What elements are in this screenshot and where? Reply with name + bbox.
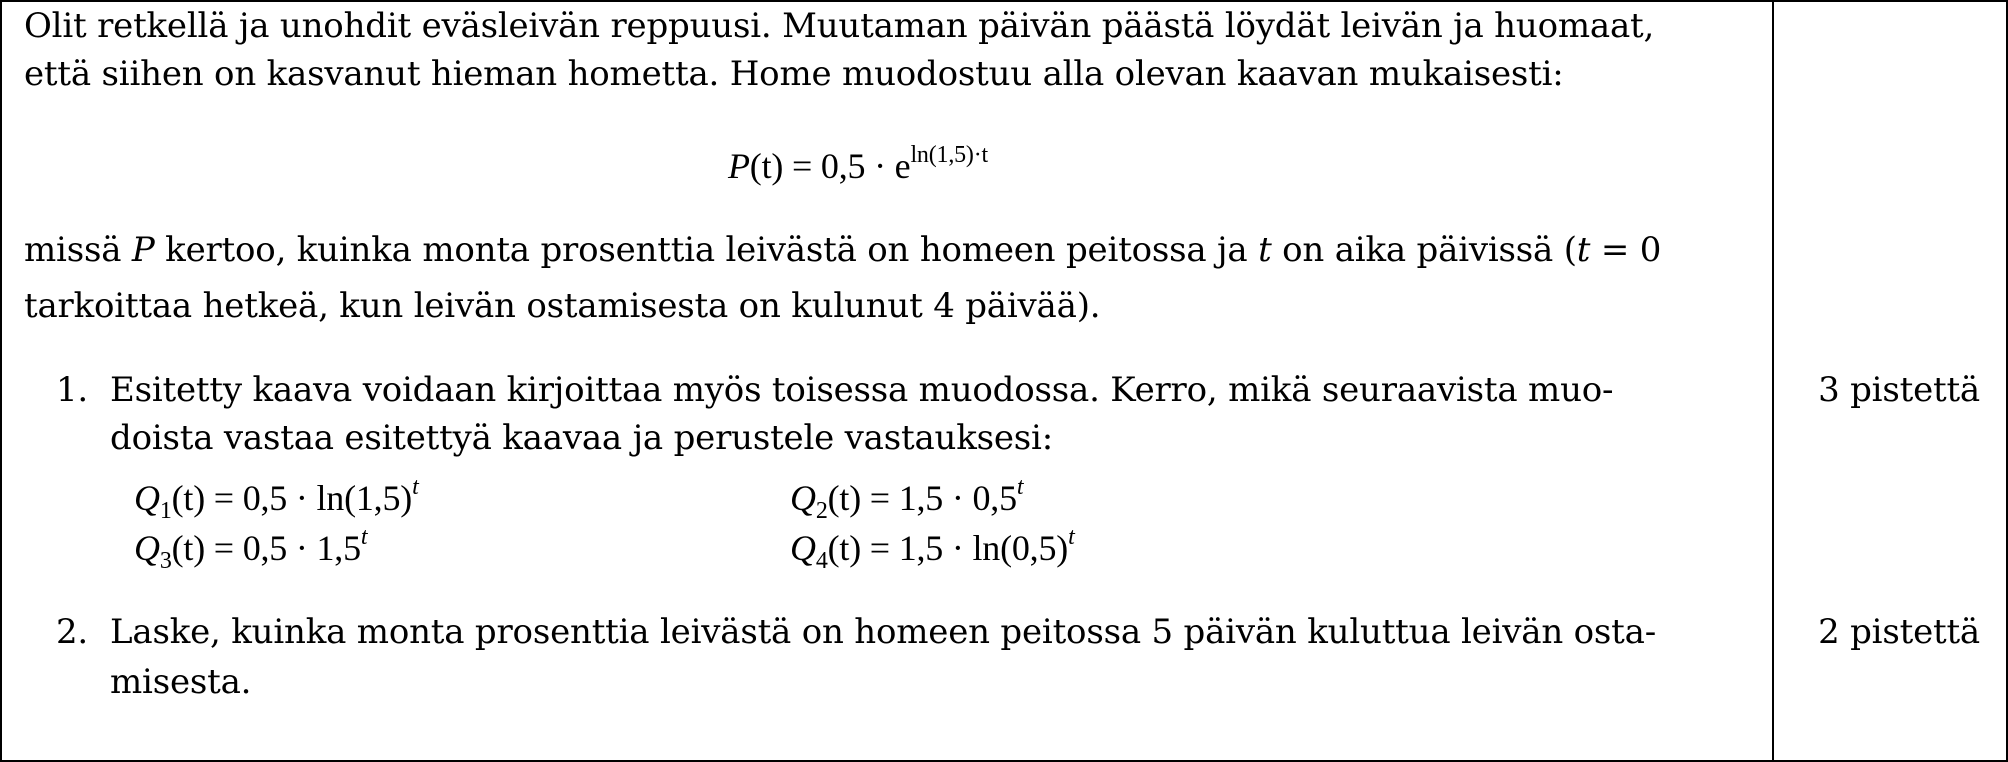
option-q4-func: Q bbox=[790, 528, 816, 568]
intro-line-1: Olit retkellä ja unohdit eväsleivän reppuusi. Muutaman päivän päästä löydät leivän ja huomaat, bbox=[24, 6, 1655, 46]
option-q3-rest: (t) = 0,5 · 1,5 bbox=[171, 528, 361, 568]
task-2-line-2: misesta. bbox=[110, 662, 252, 702]
option-q4 bbox=[790, 524, 1075, 574]
formula-rhs: = 0,5 · e bbox=[783, 146, 911, 186]
option-q2-func: Q bbox=[790, 478, 816, 518]
option-q1-rest: (t) = 0,5 · ln(1,5) bbox=[171, 478, 413, 518]
task-2-number: 2. bbox=[56, 612, 89, 652]
option-q4-rest: (t) = 1,5 · ln(0,5) bbox=[827, 528, 1069, 568]
explanation-part-a: missä bbox=[24, 230, 132, 270]
option-q3-sup: t bbox=[360, 524, 368, 550]
option-q3-sub: 3 bbox=[159, 548, 172, 574]
explanation-symbol-p: P bbox=[131, 230, 155, 270]
formula-function-name: P bbox=[728, 146, 750, 186]
option-q2-sub: 2 bbox=[815, 498, 828, 524]
task-1-line-1: Esitetty kaava voidaan kirjoittaa myös toisessa muodossa. Kerro, mikä seuraavista muo- bbox=[110, 370, 1614, 410]
option-q4-sub: 4 bbox=[815, 548, 828, 574]
option-q3 bbox=[134, 524, 368, 574]
points-column-divider bbox=[1772, 0, 1774, 762]
option-q2-sup: t bbox=[1016, 474, 1024, 500]
task-2-points: 2 pistettä bbox=[1818, 612, 1980, 652]
option-q2-rest: (t) = 1,5 · 0,5 bbox=[827, 478, 1017, 518]
explanation-part-b: kertoo, kuinka monta prosenttia leivästä on homeen peitossa ja bbox=[154, 230, 1259, 270]
task-1-line-2: doista vastaa esitettyä kaavaa ja perustele vastauksesi: bbox=[110, 418, 1053, 458]
option-q2 bbox=[790, 474, 1024, 524]
explanation-symbol-t2: t bbox=[1576, 230, 1591, 270]
task-2-line-1: Laske, kuinka monta prosenttia leivästä on homeen peitossa 5 päivän kuluttua leivän osta- bbox=[110, 612, 1657, 652]
formula-exponent: ln(1,5)·t bbox=[910, 142, 988, 168]
intro-line-2: että siihen on kasvanut hieman hometta. Home muodostuu alla olevan kaavan mukaisesti: bbox=[24, 54, 1564, 94]
main-formula bbox=[728, 142, 988, 191]
option-q1-sub: 1 bbox=[159, 498, 172, 524]
option-q4-sup: t bbox=[1068, 524, 1075, 550]
explanation-line-1 bbox=[24, 230, 1661, 270]
task-1-number: 1. bbox=[56, 370, 89, 410]
explanation-part-d: = 0 bbox=[1590, 230, 1662, 270]
option-q1 bbox=[134, 474, 419, 524]
explanation-symbol-t: t bbox=[1258, 230, 1272, 270]
option-q1-sup: t bbox=[412, 474, 419, 500]
option-q3-func: Q bbox=[134, 528, 160, 568]
formula-argument: (t) bbox=[749, 146, 784, 186]
explanation-part-c: on aika päivissä ( bbox=[1271, 230, 1577, 270]
option-q1-func: Q bbox=[134, 478, 160, 518]
task-1-points: 3 pistettä bbox=[1818, 370, 1980, 410]
explanation-line-2: tarkoittaa hetkeä, kun leivän ostamisesta on kulunut 4 päivää). bbox=[24, 286, 1101, 326]
